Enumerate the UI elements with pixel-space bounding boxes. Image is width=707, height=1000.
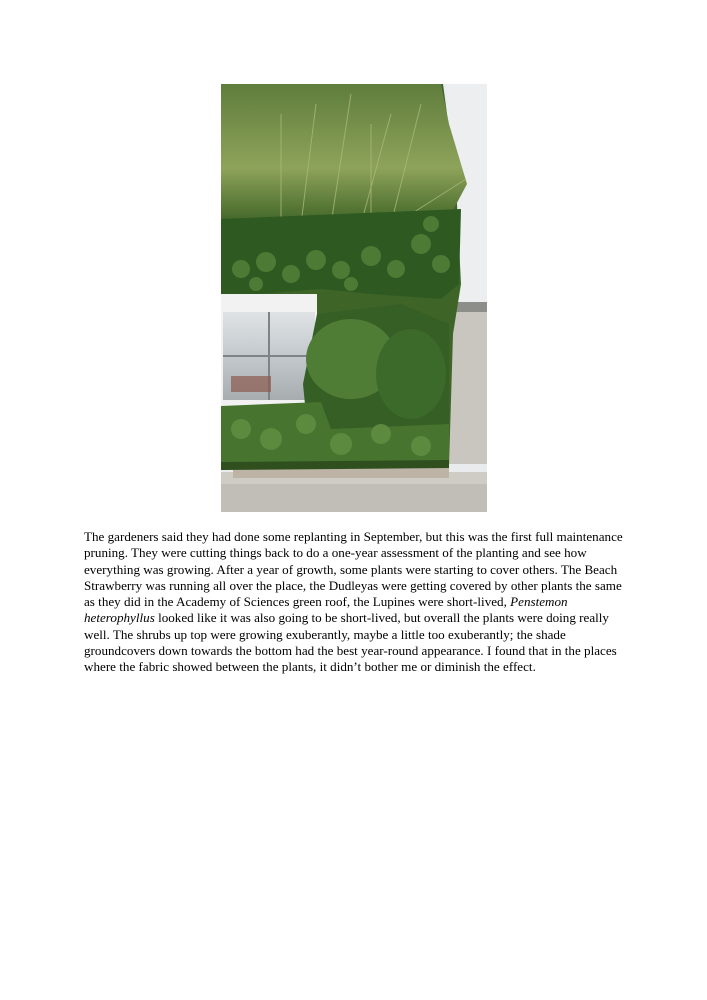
- paragraph-text-start: The gardeners said they had done some replanting in September, but this was the first full maintenance pruning. They were cutting things back to do a one-year assessment of the planting and see how everything was growing. After a year of growth, some plants were starting to cover others. The Beach Strawberry was running all over the place, the Dudleyas were getting covered by other plants the same as they did in the Academy of Sciences green roof, the Lupines were short-lived,: [84, 529, 623, 610]
- plant-name-italic: Penstemon heterophyllus: [84, 594, 568, 626]
- living-wall-photo: [221, 84, 487, 512]
- body-paragraph: [84, 529, 629, 676]
- paragraph-text-end: looked like it was also going to be short-lived, but overall the plants were doing really well. The shrubs up top were growing exuberantly, maybe a little too exuberantly; the shade groundcovers down towards the bottom had the best year-round appearance. I found that in the places where the fabric showed between the plants, it didn’t bother me or diminish the effect.: [84, 610, 617, 675]
